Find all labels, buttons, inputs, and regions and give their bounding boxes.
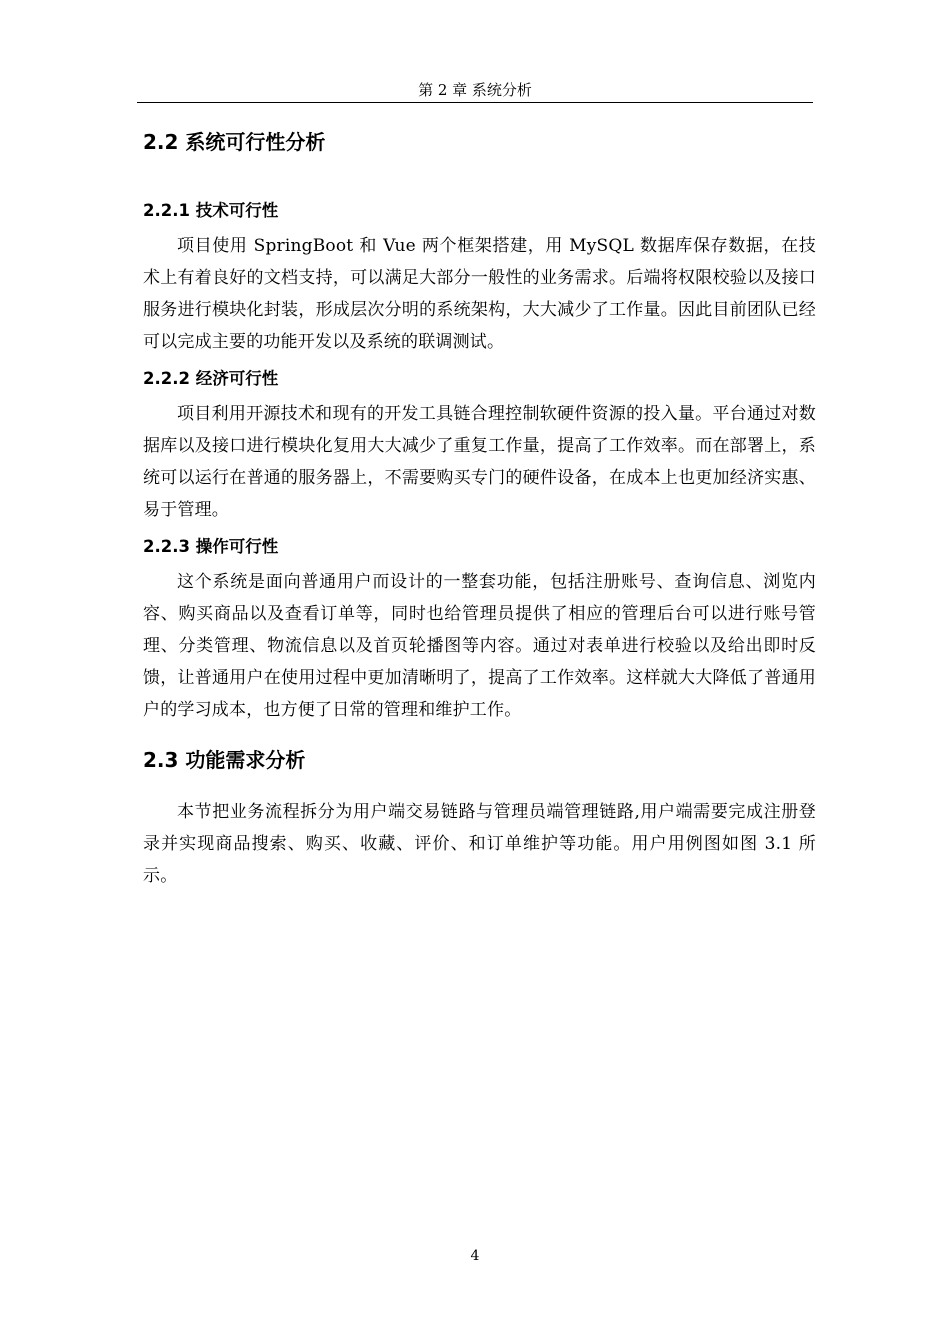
subsection-heading-2-2-1: 2.2.1 技术可行性: [143, 201, 279, 220]
section-heading-2-2: 2.2 系统可行性分析: [143, 130, 326, 154]
section-heading-2-3: 2.3 功能需求分析: [143, 748, 306, 772]
paragraph-technical-feasibility: 项目使用 SpringBoot 和 Vue 两个框架搭建，用 MySQL 数据库保存数据，在技术上有着良好的文档支持，可以满足大部分一般性的业务需求。后端将权限校验以及接口服务进行模块化封装，形成层次分明的系统架构，大大减少了工作量。因此目前团队已经可以完成主要的功能开发以及系统的联调测试。: [143, 236, 816, 352]
paragraph-operational-feasibility: 这个系统是面向普通用户而设计的一整套功能，包括注册账号、查询信息、浏览内容、购买商品以及查看订单等，同时也给管理员提供了相应的管理后台可以进行账号管理、分类管理、物流信息以及首页轮播图等内容。通过对表单进行校验以及给出即时反馈，让普通用户在使用过程中更加清晰明了，提高了工作效率。这样就大大降低了普通用户的学习成本，也方便了日常的管理和维护工作。: [143, 572, 816, 720]
page-number: 4: [470, 1248, 480, 1264]
running-header: 第 2 章 系统分析: [137, 80, 813, 103]
subsection-heading-2-2-3: 2.2.3 操作可行性: [143, 537, 279, 556]
subsection-heading-2-2-2: 2.2.2 经济可行性: [143, 369, 279, 388]
page-content: [143, 126, 816, 892]
paragraph-economic-feasibility: 项目利用开源技术和现有的开发工具链合理控制软硬件资源的投入量。平台通过对数据库以及接口进行模块化复用大大减少了重复工作量，提高了工作效率。而在部署上，系统可以运行在普通的服务器上，不需要购买专门的硬件设备，在成本上也更加经济实惠、易于管理。: [143, 404, 816, 520]
paragraph-functional-requirements: 本节把业务流程拆分为用户端交易链路与管理员端管理链路,用户端需要完成注册登录并实现商品搜索、购买、收藏、评价、和订单维护等功能。用户用例图如图 3.1 所示。: [143, 802, 816, 886]
